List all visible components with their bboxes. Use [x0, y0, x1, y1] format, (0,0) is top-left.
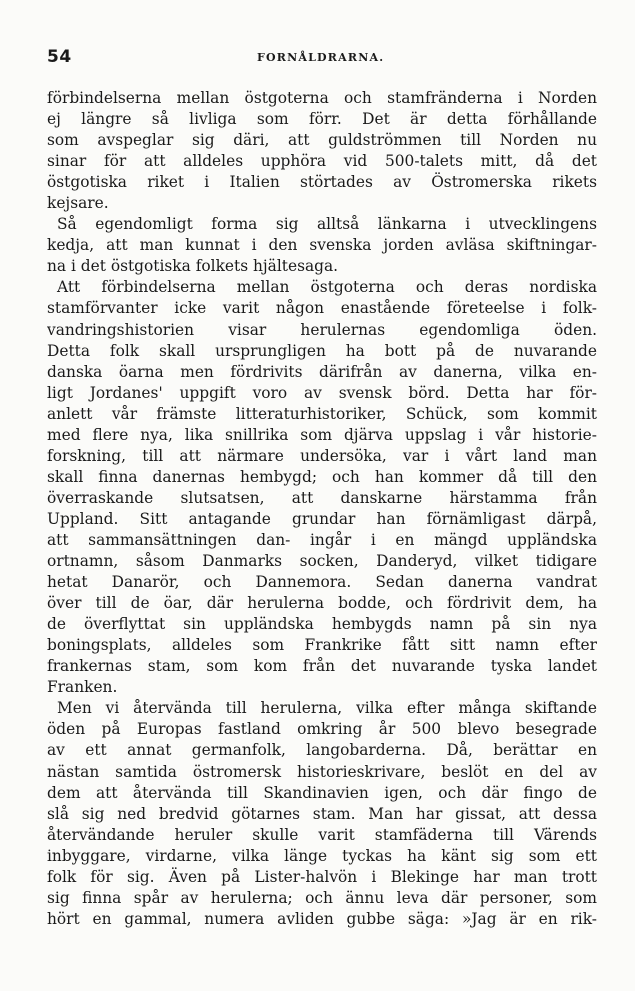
text-line: öden på Europas fastland omkring år 500 blevo besegrade [47, 720, 597, 739]
page-number: 54 [47, 47, 72, 67]
text-line: som avspeglar sig däri, att guldströmmen till Norden nu [47, 131, 597, 150]
text-line: östgotiska riket i Italien störtades av Östromerska rikets [47, 173, 597, 192]
text-line: ej längre så livliga som förr. Det är detta förhållande [47, 110, 597, 129]
text-line: boningsplats, alldeles som Frankrike fått sitt namn efter [47, 636, 597, 655]
text-line: nästan samtida östromersk historieskrivare, beslöt en del av [47, 762, 597, 781]
running-title: FORNÅLDRARNA. [257, 51, 385, 64]
text-line: vandringshistorien visar herulernas egendomliga öden. [47, 320, 597, 339]
page-header [47, 47, 597, 73]
text-line: med flere nya, lika snillrika som djärva uppslag i vår historie- [47, 425, 597, 444]
text-line: frankernas stam, som kom från det nuvarande tyska landet [47, 657, 597, 676]
text-line: sinar för att alldeles upphöra vid 500-talets mitt, då det [47, 152, 597, 171]
text-line: Men vi återvända till herulerna, vilka efter många skiftande [57, 699, 597, 718]
text-line: stamförvanter icke varit någon enastående företeelse i folk- [47, 299, 597, 318]
text-line: slå sig ned bredvid götarnes stam. Man har gissat, att dessa [47, 804, 597, 823]
text-line: Uppland. Sitt antagande grundar han förnämligast därpå, [47, 509, 597, 528]
text-line: inbyggare, virdarne, vilka länge tyckas ha känt sig som ett [47, 846, 597, 865]
text-line: kedja, att man kunnat i den svenska jorden avläsa skiftningar- [47, 236, 597, 255]
text-line: skall finna danernas hembygd; och han kommer då till den [47, 467, 597, 486]
text-line: Franken. [47, 678, 118, 697]
text-line: ortnamn, såsom Danmarks socken, Danderyd, vilket tidigare [47, 552, 597, 571]
text-line: de överflyttat sin uppländska hembygds namn på sin nya [47, 615, 597, 634]
text-line: anlett vår främste litteraturhistoriker, Schück, som kommit [47, 404, 597, 423]
text-line: ligt Jordanes' uppgift voro av svensk börd. Detta har för- [47, 383, 597, 402]
text-line: hört en gammal, numera avliden gubbe säga: »Jag är en rik- [47, 909, 597, 928]
body-text [47, 88, 597, 930]
text-line: Att förbindelserna mellan östgoterna och deras nordiska [57, 278, 597, 297]
text-line: Så egendomligt forma sig alltså länkarna i utvecklingens [57, 215, 597, 234]
text-line: na i det östgotiska folkets hjältesaga. [47, 257, 339, 276]
text-line: danska öarna men fördrivits därifrån av danerna, vilka en- [47, 362, 597, 381]
text-line: överraskande slutsatsen, att danskarne härstamma från [47, 488, 597, 507]
text-line: över till de öar, där herulerna bodde, och fördrivit dem, ha [47, 594, 597, 613]
text-line: sig finna spår av herulerna; och ännu leva där personer, som [47, 888, 597, 907]
text-line: hetat Danarör, och Dannemora. Sedan danerna vandrat [47, 573, 597, 592]
text-line: dem att återvända till Skandinavien igen, och där fingo de [47, 783, 597, 802]
text-line: återvändande heruler skulle varit stamfäderna till Värends [47, 825, 597, 844]
text-line: folk för sig. Även på Lister-halvön i Blekinge har man trott [47, 867, 597, 886]
text-line: av ett annat germanfolk, langobarderna. Då, berättar en [47, 741, 597, 760]
text-line: kejsare. [47, 194, 109, 213]
text-line: forskning, till att närmare undersöka, var i vårt land man [47, 446, 597, 465]
text-line: att sammansättningen dan- ingår i en mängd uppländska [47, 530, 597, 549]
text-line: Detta folk skall ursprungligen ha bott på de nuvarande [47, 341, 597, 360]
text-line: förbindelserna mellan östgoterna och stamfränderna i Norden [47, 89, 597, 107]
